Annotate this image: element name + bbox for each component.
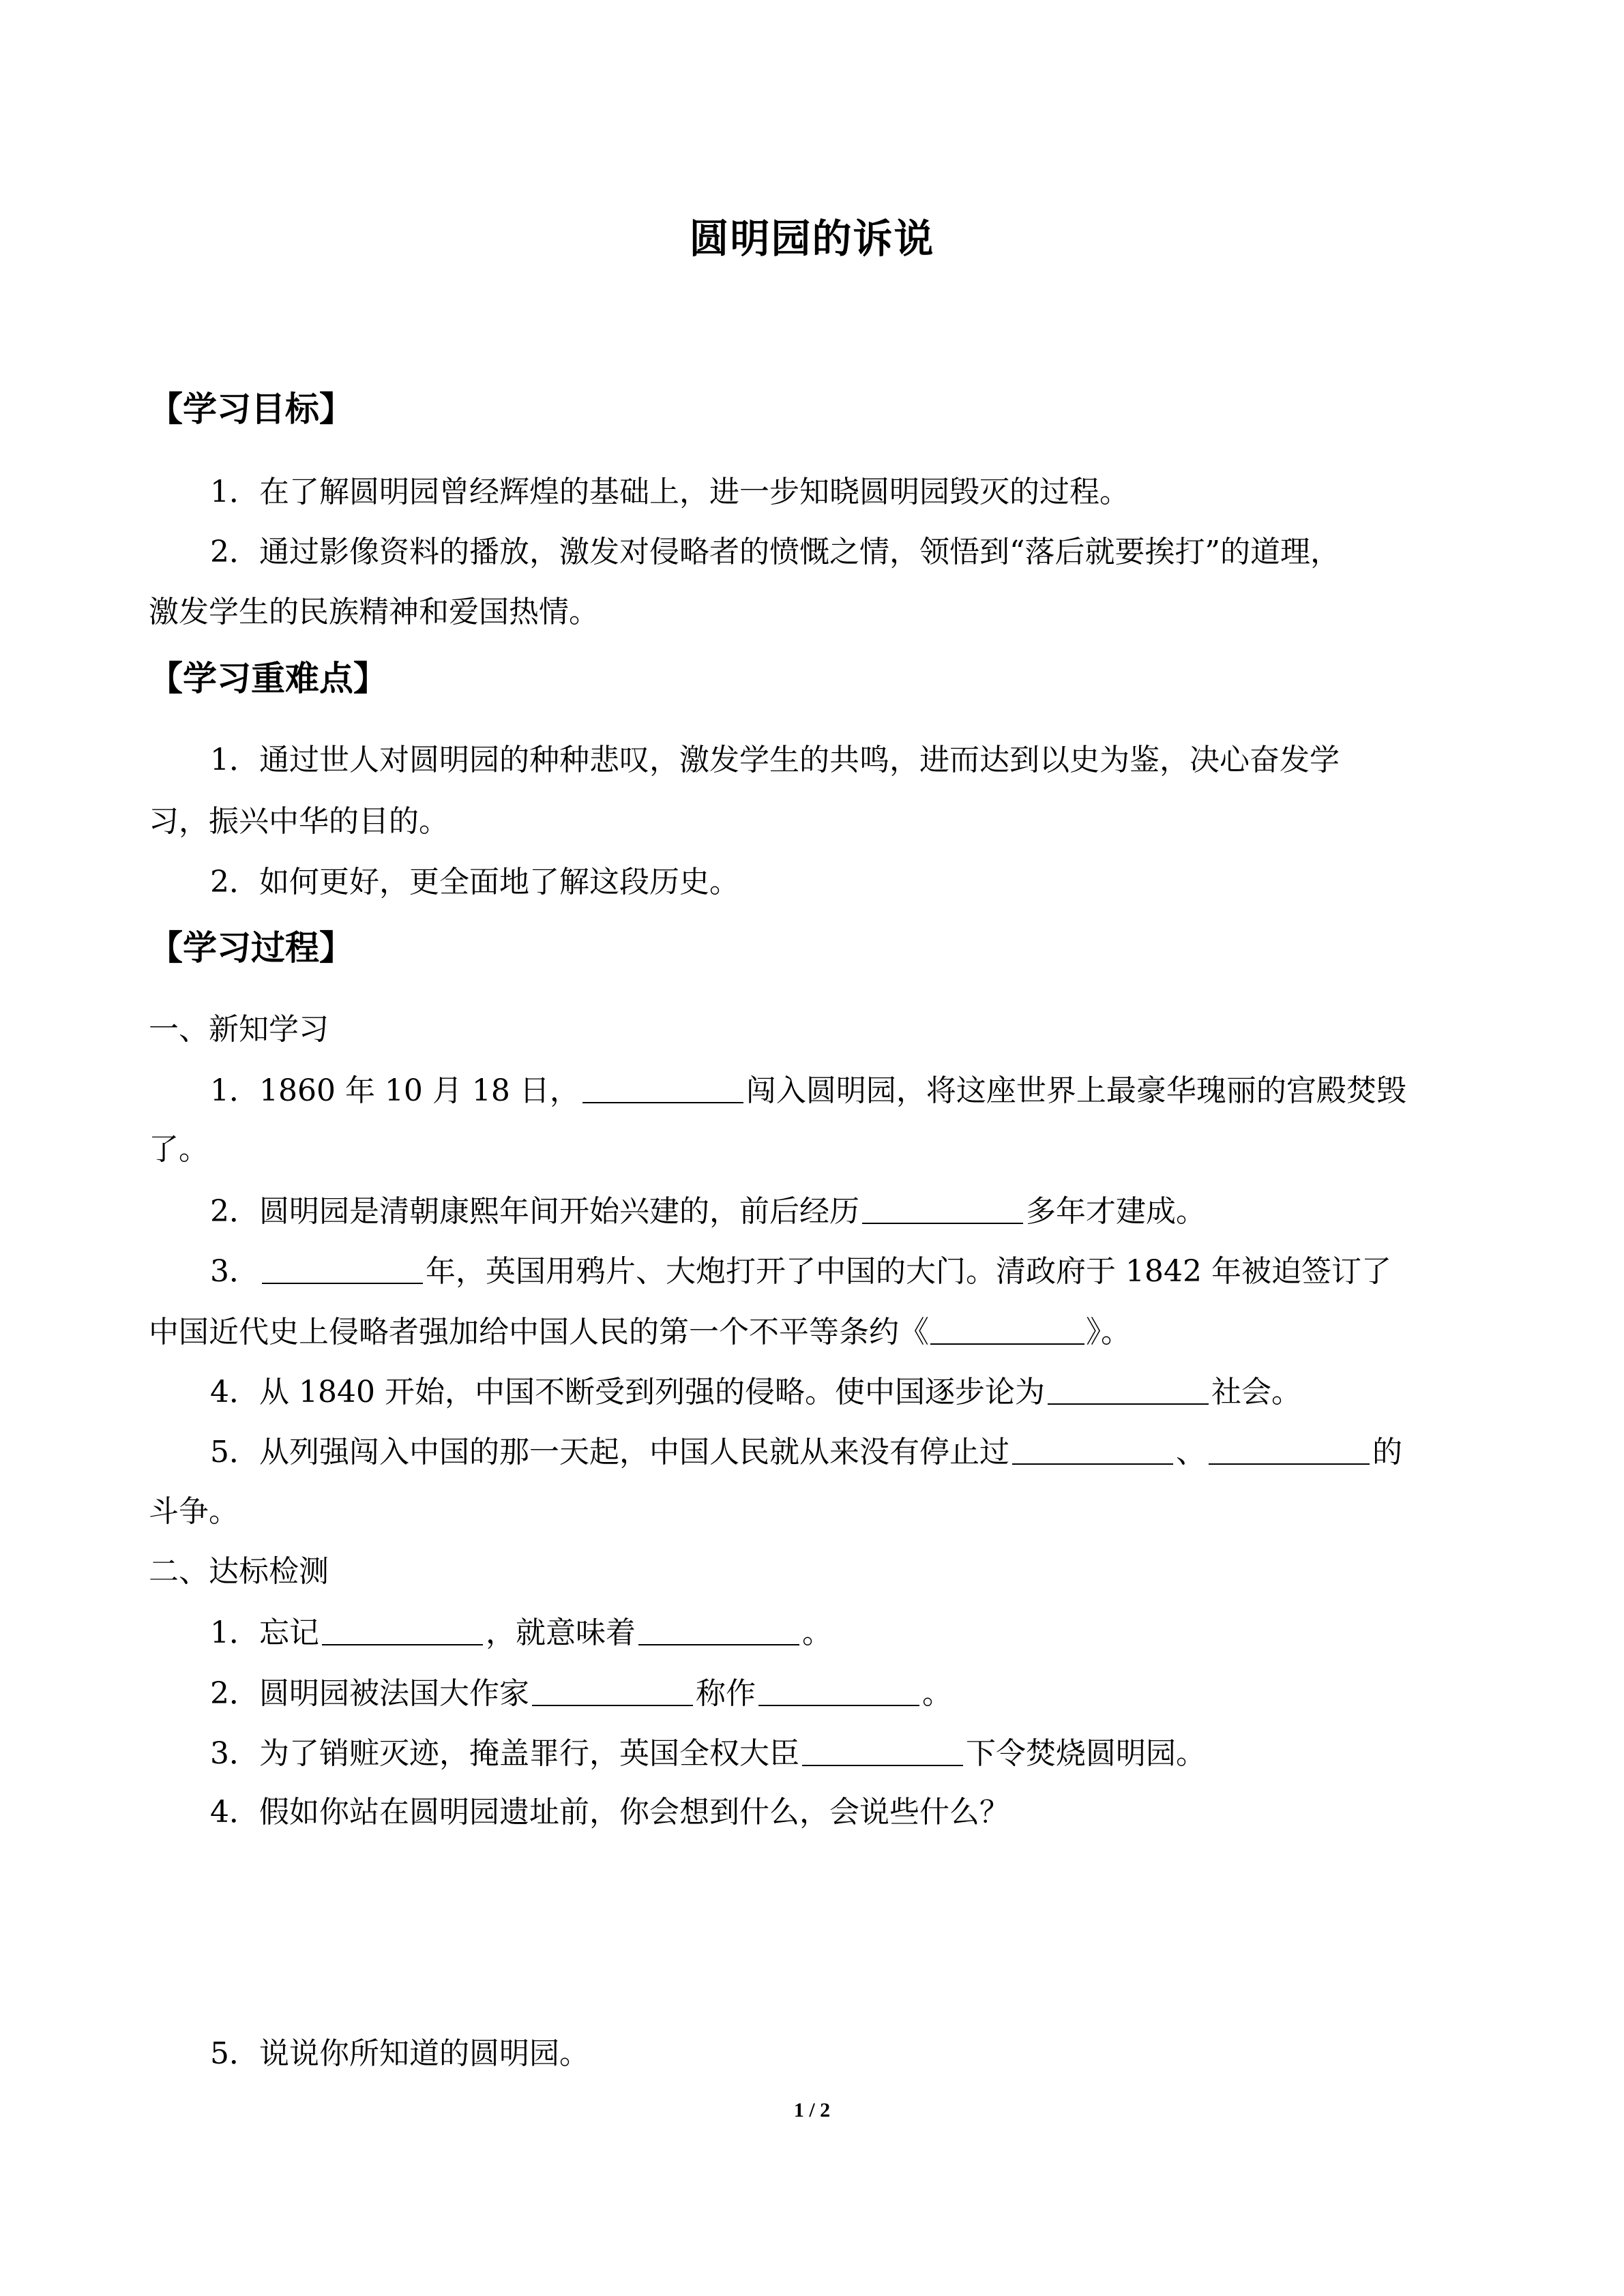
section-heading-goals: 【学习目标】 — [149, 389, 353, 429]
part1-heading: 一、新知学习 — [149, 1012, 329, 1047]
fill-blank[interactable] — [1012, 1433, 1173, 1465]
goal-item-1: 1．在了解圆明园曾经辉煌的基础上，进一步知晓圆明园毁灭的过程。 — [210, 475, 1130, 509]
question-text: 中国近代史上侵略者强加给中国人民的第一个不平等条约《 — [149, 1315, 929, 1350]
fill-blank[interactable] — [758, 1675, 919, 1706]
question-text: 1．1860 年 10 月 18 日， — [210, 1073, 580, 1108]
fill-blank[interactable] — [322, 1614, 483, 1645]
part2-question-2 — [210, 1672, 952, 1714]
fill-blank[interactable] — [582, 1072, 743, 1103]
goal-item-2: 2．通过影像资料的播放，激发对侵略者的愤慨之情，领悟到“落后就要挨打”的道理， — [210, 535, 1340, 569]
part2-question-3 — [210, 1732, 1206, 1774]
part1-question-3 — [210, 1250, 1391, 1292]
question-text: 。 — [802, 1615, 832, 1650]
question-text: 5．从列强闯入中国的那一天起，中国人民就从来没有停止过 — [210, 1435, 1009, 1470]
question-text: 2．圆明园被法国大作家 — [210, 1676, 529, 1711]
question-text: ，就意味着 — [486, 1615, 636, 1650]
key-point-1: 1．通过世人对圆明园的种种悲叹，激发学生的共鸣，进而达到以史为鉴，决心奋发学 — [210, 743, 1340, 777]
part1-question-1-cont: 了。 — [149, 1132, 209, 1167]
page-number: 1 / 2 — [793, 2099, 831, 2121]
fill-blank[interactable] — [1209, 1433, 1370, 1465]
page-title: 圆明园的诉说 — [689, 215, 935, 262]
fill-blank[interactable] — [262, 1253, 423, 1284]
key-point-1-cont: 习，振兴中华的目的。 — [149, 804, 449, 839]
question-text: 年，英国用鸦片、大炮打开了中国的大门。清政府于 1842 年被迫签订了 — [426, 1254, 1391, 1289]
fill-blank[interactable] — [862, 1193, 1023, 1224]
part2-question-1 — [210, 1611, 832, 1654]
question-text: 4．从 1840 开始，中国不断受到列强的侵略。使中国逐步论为 — [210, 1375, 1045, 1410]
goal-item-2-cont: 激发学生的民族精神和爱国热情。 — [149, 595, 599, 629]
question-text: 社会。 — [1211, 1375, 1301, 1410]
part2-heading: 二、达标检测 — [149, 1554, 329, 1589]
question-text: 闯入圆明园，将这座世界上最豪华瑰丽的宫殿焚毁 — [745, 1073, 1406, 1108]
part2-question-5: 5．说说你所知道的圆明园。 — [210, 2036, 589, 2071]
question-text: 2．圆明园是清朝康熙年间开始兴建的，前后经历 — [210, 1194, 859, 1229]
question-text: 多年才建成。 — [1026, 1194, 1206, 1229]
question-text: 的 — [1372, 1435, 1402, 1470]
section-heading-process: 【学习过程】 — [149, 927, 353, 968]
question-text: 3． — [210, 1254, 259, 1289]
part1-question-4 — [210, 1371, 1301, 1413]
fill-blank[interactable] — [532, 1675, 693, 1706]
part1-question-5-cont: 斗争。 — [149, 1494, 239, 1529]
part1-question-2 — [210, 1190, 1206, 1232]
fill-blank[interactable] — [638, 1614, 799, 1645]
question-text: 3．为了销赃灭迹，掩盖罪行，英国全权大臣 — [210, 1736, 799, 1771]
question-text: 》。 — [1086, 1315, 1131, 1350]
part1-question-3-cont — [149, 1311, 1131, 1353]
question-text: 。 — [922, 1676, 952, 1711]
question-text: 、 — [1176, 1435, 1206, 1470]
question-text: 下令焚烧圆明园。 — [966, 1736, 1206, 1771]
question-text: 1．忘记 — [210, 1615, 319, 1650]
question-text: 称作 — [696, 1676, 756, 1711]
section-heading-key-points: 【学习重难点】 — [149, 658, 387, 698]
part2-question-4: 4．假如你站在圆明园遗址前，你会想到什么，会说些什么？ — [210, 1795, 1009, 1830]
part1-question-1 — [210, 1069, 1406, 1112]
fill-blank[interactable] — [802, 1735, 963, 1766]
fill-blank[interactable] — [1048, 1373, 1209, 1405]
fill-blank[interactable] — [930, 1313, 1084, 1345]
key-point-2: 2．如何更好，更全面地了解这段历史。 — [210, 865, 739, 899]
part1-question-5 — [210, 1431, 1402, 1473]
